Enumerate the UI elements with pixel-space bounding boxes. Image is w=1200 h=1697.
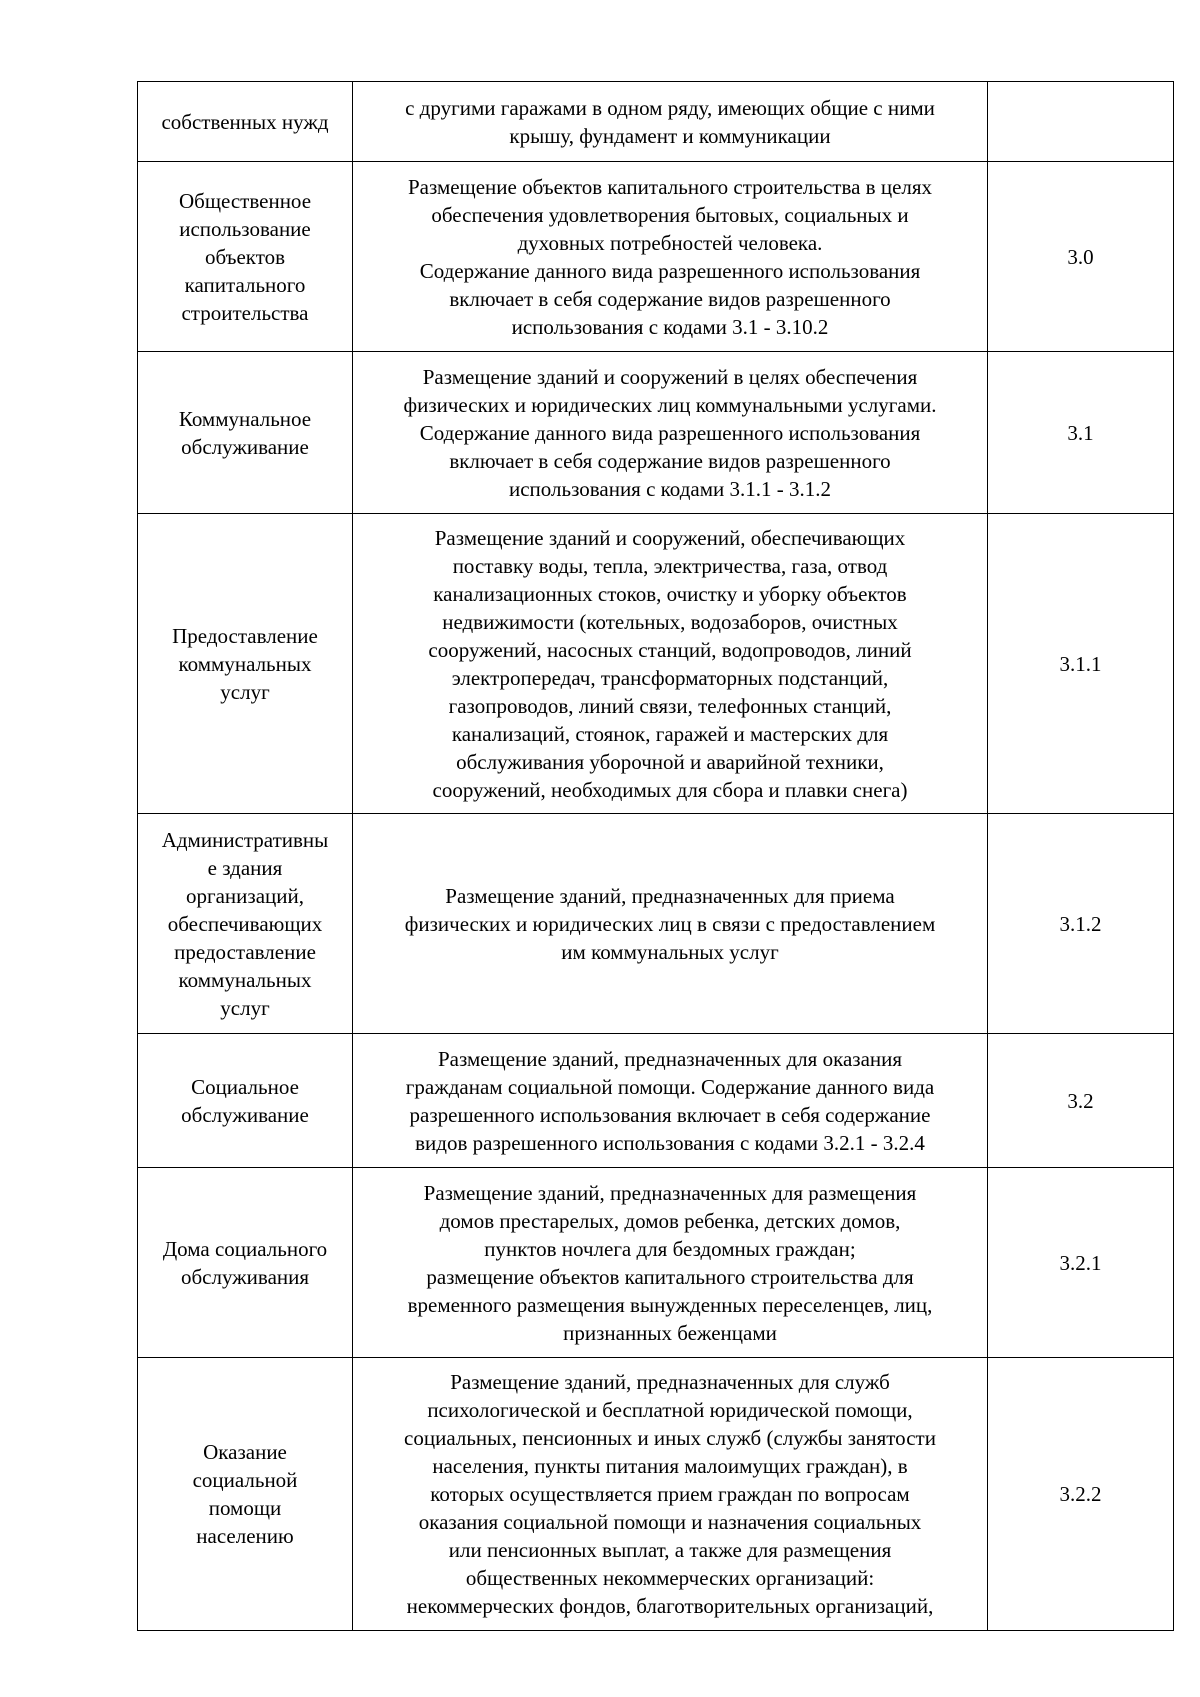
use-name-cell: [138, 1168, 353, 1358]
code-cell: [988, 1034, 1174, 1168]
table-row: [138, 162, 1174, 352]
code-cell: [988, 1168, 1174, 1358]
use-description: Размещение зданий, предназначенных для размещения домов престарелых, домов ребенка, детских домов, пунктов ночлега для бездомных граждан; размещение объектов капитального строительства для временного размещения вынужденных переселенцев, лиц, признанных беженцами: [407, 1180, 933, 1345]
use-name: Дома социального обслуживания: [162, 1236, 328, 1289]
code-cell: [988, 162, 1174, 352]
code-cell: [988, 514, 1174, 814]
use-name: Предоставление коммунальных услуг: [172, 623, 318, 704]
table-row: [138, 514, 1174, 814]
table-row: [138, 1168, 1174, 1358]
description-cell: [353, 814, 988, 1034]
use-description: Размещение объектов капитального строительства в целях обеспечения удовлетворения бытовых, социальных и духовных потребностей человека. Содержание данного вида разрешенного использования включает в себя содержание видов разрешенного использования с кодами 3.1 - 3.10.2: [407, 174, 933, 339]
use-description: Размещение зданий, предназначенных для оказания гражданам социальной помощи. Содержание данного вида разрешенного использования включает в себя содержание видов разрешенного использования с кодами 3.2.1 - 3.2.4: [405, 1046, 935, 1155]
use-description: Размещение зданий, предназначенных для служб психологической и бесплатной юридической помощи, социальных, пенсионных и иных служб (службы занятости населения, пункты питания малоимущих граждан), в которых осуществляется прием граждан по вопросам оказания социальной помощи и назначения социальных или пенсионных выплат, а также для размещения общественных некоммерческих организаций: некоммерческих фондов, благотворительных организаций,: [404, 1370, 936, 1618]
use-code: 3.1.2: [1059, 911, 1102, 936]
description-cell: [353, 82, 988, 162]
use-code: 3.2: [1067, 1088, 1094, 1113]
table-row: [138, 352, 1174, 514]
use-code: 3.0: [1067, 244, 1094, 269]
code-cell: [988, 352, 1174, 514]
use-name-cell: [138, 82, 353, 162]
code-cell: [988, 814, 1174, 1034]
use-code: 3.1: [1067, 420, 1094, 445]
code-cell: [988, 82, 1174, 162]
description-cell: [353, 352, 988, 514]
description-cell: [353, 514, 988, 814]
table-row: [138, 1358, 1174, 1631]
table-row: [138, 814, 1174, 1034]
use-name: Оказание социальной помощи населению: [192, 1440, 298, 1548]
use-name: собственных нужд: [161, 109, 329, 134]
use-name-cell: [138, 1358, 353, 1631]
use-description: с другими гаражами в одном ряду, имеющих общие с ними крышу, фундамент и коммуникации: [405, 95, 935, 148]
use-description: Размещение зданий, предназначенных для приема физических и юридических лиц в связи с предоставлением им коммунальных услуг: [404, 883, 936, 964]
table-row: [138, 82, 1174, 162]
description-cell: [353, 1168, 988, 1358]
use-name: Общественное использование объектов капитального строительства: [178, 188, 312, 325]
use-name-cell: [138, 1034, 353, 1168]
use-description: Размещение зданий и сооружений, обеспечивающих поставку воды, тепла, электричества, газа, отвод канализационных стоков, очистку и уборку объектов недвижимости (котельных, водозаборов, очистных сооружений, насосных станций, водопроводов, линий электропередач, трансформаторных подстанций, газопроводов, линий связи, телефонных станций, канализаций, стоянок, гаражей и мастерских для обслуживания уборочной и аварийной техники, сооружений, необходимых для сбора и плавки снега): [428, 525, 912, 802]
description-cell: [353, 1358, 988, 1631]
land-use-table: [137, 81, 1174, 1631]
use-name: Социальное обслуживание: [181, 1074, 309, 1127]
table-row: [138, 1034, 1174, 1168]
use-name-cell: [138, 162, 353, 352]
use-name: Административны е здания организаций, обеспечивающих предоставление коммунальных услуг: [161, 827, 329, 1020]
description-cell: [353, 162, 988, 352]
use-description: Размещение зданий и сооружений в целях обеспечения физических и юридических лиц коммунальными услугами. Содержание данного вида разрешенного использования включает в себя содержание видов разрешенного использования с кодами 3.1.1 - 3.1.2: [403, 364, 937, 501]
use-name: Коммунальное обслуживание: [178, 406, 312, 459]
description-cell: [353, 1034, 988, 1168]
use-code: 3.1.1: [1059, 651, 1102, 676]
use-name-cell: [138, 514, 353, 814]
use-code: 3.2.1: [1059, 1250, 1102, 1275]
use-name-cell: [138, 814, 353, 1034]
use-name-cell: [138, 352, 353, 514]
code-cell: [988, 1358, 1174, 1631]
use-code: 3.2.2: [1059, 1482, 1102, 1506]
